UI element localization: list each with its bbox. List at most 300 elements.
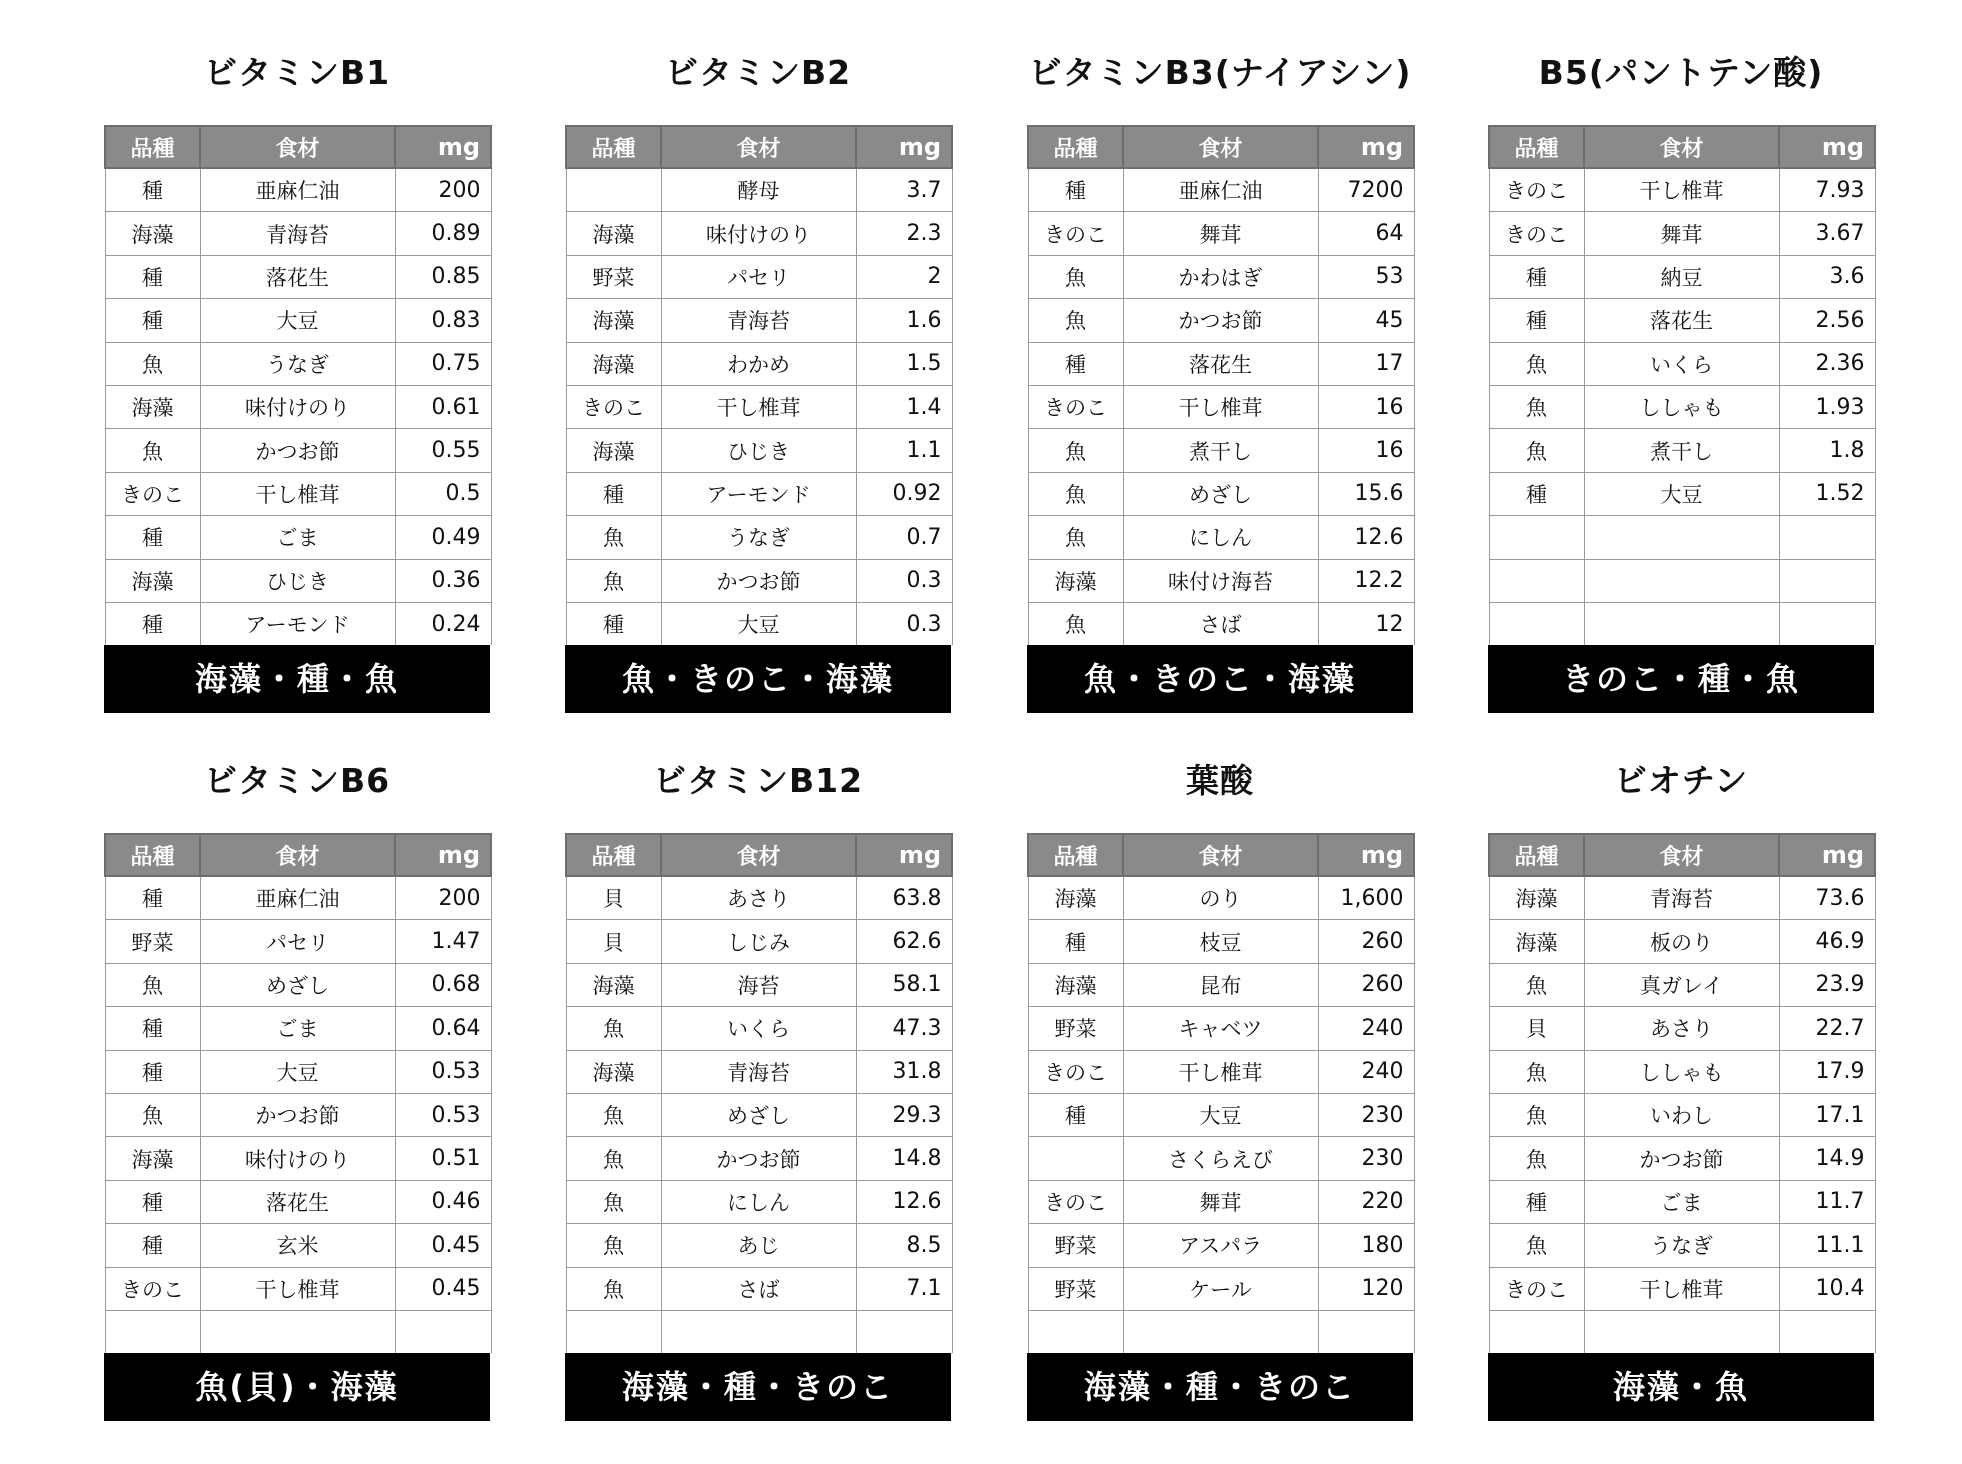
nutrient-table (104, 125, 492, 645)
food-cell: 干し椎茸 (661, 385, 856, 428)
amount-column-header: mg (395, 126, 491, 168)
table-row (1489, 1137, 1875, 1180)
food-cell: 青海苔 (661, 299, 856, 342)
table-row (1028, 1180, 1414, 1223)
table-row (566, 212, 952, 255)
food-cell: 干し椎茸 (1584, 168, 1779, 212)
category-cell: 海藻 (566, 429, 661, 472)
category-cell: 野菜 (1028, 1007, 1123, 1050)
panel-title: ビタミンB1 (203, 53, 391, 92)
category-cell (105, 1310, 200, 1353)
table-row (1028, 963, 1414, 1006)
category-column-header: 品種 (1489, 126, 1584, 168)
amount-cell: 16 (1318, 385, 1414, 428)
category-cell: 種 (105, 255, 200, 298)
category-cell (1489, 559, 1584, 602)
amount-cell: 0.24 (395, 602, 491, 645)
amount-cell: 0.3 (856, 559, 952, 602)
category-cell: 種 (1028, 168, 1123, 212)
food-cell: キャベツ (1123, 1007, 1318, 1050)
panel-title: ビタミンB3(ナイアシン) (1028, 53, 1412, 92)
food-cell: 大豆 (200, 1050, 395, 1093)
category-cell: 魚 (566, 1137, 661, 1180)
food-cell: かつお節 (661, 559, 856, 602)
food-cell: いわし (1584, 1093, 1779, 1136)
table-row (105, 472, 491, 515)
amount-cell: 0.83 (395, 299, 491, 342)
food-cell: あさり (661, 876, 856, 920)
category-cell: 魚 (1028, 516, 1123, 559)
table-row (1489, 559, 1875, 602)
food-column-header: 食材 (1123, 834, 1318, 876)
table-row (566, 168, 952, 212)
food-cell (1584, 559, 1779, 602)
food-cell (1584, 1310, 1779, 1353)
food-cell: かつお節 (200, 429, 395, 472)
table-row (1489, 876, 1875, 920)
amount-cell (1779, 516, 1875, 559)
table-row (105, 602, 491, 645)
amount-cell: 63.8 (856, 876, 952, 920)
summary-banner: 海藻・種・きのこ (1027, 1353, 1413, 1421)
table-row (1028, 1050, 1414, 1093)
table-row (105, 1050, 491, 1093)
category-cell: きのこ (566, 385, 661, 428)
table-row (566, 299, 952, 342)
amount-cell: 2.36 (1779, 342, 1875, 385)
food-column-header: 食材 (661, 834, 856, 876)
table-row (1489, 1007, 1875, 1050)
food-cell: ケール (1123, 1267, 1318, 1310)
food-cell: ししゃも (1584, 385, 1779, 428)
table-row (566, 602, 952, 645)
amount-cell: 3.67 (1779, 212, 1875, 255)
category-column-header: 品種 (1028, 126, 1123, 168)
food-cell (1584, 602, 1779, 645)
table-row (1489, 255, 1875, 298)
category-column-header: 品種 (1028, 834, 1123, 876)
food-cell: 海苔 (661, 963, 856, 1006)
table-row (105, 342, 491, 385)
food-cell: 舞茸 (1584, 212, 1779, 255)
table-row (1489, 1224, 1875, 1267)
category-cell: 種 (105, 1050, 200, 1093)
table-row (1489, 342, 1875, 385)
category-cell: 魚 (1489, 429, 1584, 472)
category-cell: 種 (105, 1180, 200, 1223)
food-cell (1584, 516, 1779, 559)
category-cell: 種 (105, 1007, 200, 1050)
amount-cell (1779, 559, 1875, 602)
food-cell: 干し椎茸 (1584, 1267, 1779, 1310)
table-row (566, 342, 952, 385)
amount-cell: 200 (395, 168, 491, 212)
category-cell: 魚 (105, 342, 200, 385)
amount-cell: 53 (1318, 255, 1414, 298)
amount-cell: 1.1 (856, 429, 952, 472)
category-cell: きのこ (105, 472, 200, 515)
amount-cell: 2 (856, 255, 952, 298)
table-header-row (1489, 834, 1875, 876)
amount-cell: 1.8 (1779, 429, 1875, 472)
table-row (566, 963, 952, 1006)
food-cell: ひじき (200, 559, 395, 602)
category-cell: 海藻 (105, 1137, 200, 1180)
food-cell: かつお節 (1584, 1137, 1779, 1180)
amount-cell: 0.53 (395, 1093, 491, 1136)
amount-cell: 1.5 (856, 342, 952, 385)
category-cell: きのこ (1489, 168, 1584, 212)
food-cell: 舞茸 (1123, 212, 1318, 255)
nutrient-table (1488, 125, 1876, 645)
food-column-header: 食材 (661, 126, 856, 168)
food-cell (661, 1310, 856, 1353)
table-row (566, 385, 952, 428)
food-cell: 味付けのり (200, 1137, 395, 1180)
amount-cell: 3.7 (856, 168, 952, 212)
table-row (1028, 1224, 1414, 1267)
category-cell: 魚 (566, 516, 661, 559)
amount-cell: 14.8 (856, 1137, 952, 1180)
amount-cell: 7.93 (1779, 168, 1875, 212)
category-cell: 野菜 (1028, 1267, 1123, 1310)
amount-cell: 15.6 (1318, 472, 1414, 515)
amount-cell: 230 (1318, 1137, 1414, 1180)
table-row (1028, 212, 1414, 255)
amount-cell: 14.9 (1779, 1137, 1875, 1180)
food-cell: いくら (661, 1007, 856, 1050)
table-row (1489, 472, 1875, 515)
category-cell: 種 (1489, 1180, 1584, 1223)
amount-cell: 58.1 (856, 963, 952, 1006)
amount-cell: 7200 (1318, 168, 1414, 212)
category-cell: 魚 (1489, 342, 1584, 385)
table-row (566, 1050, 952, 1093)
table-row (1489, 1267, 1875, 1310)
amount-cell: 0.68 (395, 963, 491, 1006)
table-row (1028, 255, 1414, 298)
category-cell: 種 (1489, 299, 1584, 342)
amount-column-header: mg (1779, 126, 1875, 168)
amount-cell: 47.3 (856, 1007, 952, 1050)
food-cell: めざし (200, 963, 395, 1006)
food-cell: ひじき (661, 429, 856, 472)
amount-cell (1318, 1310, 1414, 1353)
table-row (1028, 1310, 1414, 1353)
food-cell: ごま (200, 1007, 395, 1050)
table-row (1489, 1050, 1875, 1093)
category-cell: 魚 (566, 1267, 661, 1310)
table-row (566, 255, 952, 298)
amount-cell: 0.51 (395, 1137, 491, 1180)
amount-cell: 0.7 (856, 516, 952, 559)
food-cell: 亜麻仁油 (200, 168, 395, 212)
summary-banner: 海藻・種・きのこ (565, 1353, 951, 1421)
category-cell: きのこ (1028, 385, 1123, 428)
category-cell: きのこ (1028, 212, 1123, 255)
category-cell: 海藻 (1028, 963, 1123, 1006)
category-cell: 海藻 (566, 963, 661, 1006)
category-cell: 海藻 (566, 1050, 661, 1093)
food-cell: さば (661, 1267, 856, 1310)
food-cell: 舞茸 (1123, 1180, 1318, 1223)
category-cell: 種 (1028, 920, 1123, 963)
category-cell: 海藻 (105, 212, 200, 255)
category-cell: 海藻 (566, 212, 661, 255)
nutrient-table (1027, 125, 1415, 645)
food-cell: 青海苔 (1584, 876, 1779, 920)
food-cell: めざし (1123, 472, 1318, 515)
category-cell (1028, 1137, 1123, 1180)
summary-banner: きのこ・種・魚 (1488, 645, 1874, 713)
category-cell: 魚 (1028, 429, 1123, 472)
amount-cell: 29.3 (856, 1093, 952, 1136)
amount-cell: 12.6 (856, 1180, 952, 1223)
food-column-header: 食材 (1584, 126, 1779, 168)
category-cell: 魚 (1489, 963, 1584, 1006)
food-cell: アスパラ (1123, 1224, 1318, 1267)
table-row (1489, 1310, 1875, 1353)
table-row (1028, 1137, 1414, 1180)
category-cell: 海藻 (105, 559, 200, 602)
table-header-row (105, 834, 491, 876)
food-cell: 納豆 (1584, 255, 1779, 298)
table-row (105, 385, 491, 428)
amount-cell: 0.89 (395, 212, 491, 255)
table-row (566, 1310, 952, 1353)
table-row (1028, 342, 1414, 385)
food-cell: 青海苔 (661, 1050, 856, 1093)
amount-cell: 0.53 (395, 1050, 491, 1093)
category-cell: 魚 (105, 1093, 200, 1136)
nutrient-table (1027, 833, 1415, 1353)
amount-cell: 0.64 (395, 1007, 491, 1050)
category-cell: 野菜 (1028, 1224, 1123, 1267)
category-cell (566, 168, 661, 212)
amount-cell: 0.85 (395, 255, 491, 298)
amount-cell: 0.92 (856, 472, 952, 515)
category-cell: 魚 (1489, 1224, 1584, 1267)
food-cell: さくらえび (1123, 1137, 1318, 1180)
category-cell: きのこ (1489, 212, 1584, 255)
food-cell: うなぎ (661, 516, 856, 559)
table-row (1489, 168, 1875, 212)
table-row (1028, 429, 1414, 472)
food-cell: ごま (1584, 1180, 1779, 1223)
food-cell: にしん (661, 1180, 856, 1223)
food-cell: 大豆 (1123, 1093, 1318, 1136)
food-cell: 大豆 (1584, 472, 1779, 515)
food-cell: 大豆 (661, 602, 856, 645)
category-cell: 海藻 (1489, 876, 1584, 920)
nutrient-table (565, 125, 953, 645)
table-row (1028, 602, 1414, 645)
amount-cell: 240 (1318, 1007, 1414, 1050)
table-row (105, 212, 491, 255)
table-row (1028, 1267, 1414, 1310)
category-cell: 種 (105, 168, 200, 212)
amount-cell: 0.45 (395, 1267, 491, 1310)
amount-cell: 17.9 (1779, 1050, 1875, 1093)
summary-banner: 魚(貝)・海藻 (104, 1353, 490, 1421)
category-cell (1028, 1310, 1123, 1353)
category-cell: 魚 (1028, 472, 1123, 515)
category-cell: 魚 (566, 1180, 661, 1223)
table-row (566, 1224, 952, 1267)
food-cell: にしん (1123, 516, 1318, 559)
category-cell: きのこ (1489, 1267, 1584, 1310)
category-cell: 魚 (566, 1093, 661, 1136)
table-row (566, 1007, 952, 1050)
food-cell: 亜麻仁油 (1123, 168, 1318, 212)
table-row (105, 963, 491, 1006)
summary-banner: 海藻・種・魚 (104, 645, 490, 713)
table-row (1028, 559, 1414, 602)
category-cell: きのこ (1028, 1050, 1123, 1093)
category-cell: 種 (105, 876, 200, 920)
food-cell: 落花生 (200, 1180, 395, 1223)
amount-cell: 0.36 (395, 559, 491, 602)
amount-cell: 1.47 (395, 920, 491, 963)
food-cell: いくら (1584, 342, 1779, 385)
category-cell: 種 (566, 602, 661, 645)
category-cell: 魚 (566, 1224, 661, 1267)
food-cell: 落花生 (200, 255, 395, 298)
summary-banner: 魚・きのこ・海藻 (565, 645, 951, 713)
table-header-row (1028, 126, 1414, 168)
table-row (105, 1137, 491, 1180)
amount-cell: 0.61 (395, 385, 491, 428)
food-cell: ごま (200, 516, 395, 559)
amount-column-header: mg (1318, 126, 1414, 168)
category-cell (1489, 602, 1584, 645)
table-row (105, 1267, 491, 1310)
amount-cell: 1.6 (856, 299, 952, 342)
food-cell: 煮干し (1584, 429, 1779, 472)
amount-cell: 46.9 (1779, 920, 1875, 963)
amount-cell: 31.8 (856, 1050, 952, 1093)
table-row (105, 168, 491, 212)
panel-title: ビタミンB2 (664, 53, 852, 92)
table-row (105, 876, 491, 920)
amount-cell: 240 (1318, 1050, 1414, 1093)
table-header-row (1489, 126, 1875, 168)
category-cell: 魚 (1489, 1050, 1584, 1093)
category-cell: 種 (566, 472, 661, 515)
table-row (566, 429, 952, 472)
amount-cell: 1,600 (1318, 876, 1414, 920)
amount-cell: 64 (1318, 212, 1414, 255)
category-column-header: 品種 (1489, 834, 1584, 876)
category-cell: 海藻 (105, 385, 200, 428)
amount-cell: 23.9 (1779, 963, 1875, 1006)
amount-cell: 17 (1318, 342, 1414, 385)
table-header-row (105, 126, 491, 168)
food-cell: 大豆 (200, 299, 395, 342)
food-cell: 落花生 (1584, 299, 1779, 342)
amount-cell: 2.3 (856, 212, 952, 255)
food-cell: アーモンド (661, 472, 856, 515)
food-cell: 昆布 (1123, 963, 1318, 1006)
amount-cell: 0.46 (395, 1180, 491, 1223)
category-column-header: 品種 (566, 834, 661, 876)
panel-title: B5(パントテン酸) (1538, 53, 1824, 92)
amount-cell: 7.1 (856, 1267, 952, 1310)
food-cell: パセリ (661, 255, 856, 298)
category-cell: 野菜 (105, 920, 200, 963)
amount-column-header: mg (856, 834, 952, 876)
table-row (105, 920, 491, 963)
amount-cell: 10.4 (1779, 1267, 1875, 1310)
category-cell: 海藻 (1028, 559, 1123, 602)
table-row (1489, 385, 1875, 428)
category-cell: 海藻 (566, 299, 661, 342)
category-cell: 野菜 (566, 255, 661, 298)
category-cell: 種 (1489, 472, 1584, 515)
amount-cell (395, 1310, 491, 1353)
food-column-header: 食材 (1123, 126, 1318, 168)
table-row (105, 299, 491, 342)
table-row (1489, 429, 1875, 472)
food-cell: 味付けのり (661, 212, 856, 255)
table-row (566, 559, 952, 602)
table-row (105, 255, 491, 298)
amount-column-header: mg (1318, 834, 1414, 876)
category-cell: きのこ (1028, 1180, 1123, 1223)
table-row (566, 876, 952, 920)
amount-cell: 0.75 (395, 342, 491, 385)
amount-cell: 3.6 (1779, 255, 1875, 298)
amount-cell: 62.6 (856, 920, 952, 963)
food-cell: パセリ (200, 920, 395, 963)
food-cell: かわはぎ (1123, 255, 1318, 298)
amount-cell: 200 (395, 876, 491, 920)
food-cell: わかめ (661, 342, 856, 385)
category-cell (566, 1310, 661, 1353)
table-row (105, 429, 491, 472)
food-cell: めざし (661, 1093, 856, 1136)
category-cell: 種 (105, 602, 200, 645)
table-row (566, 1180, 952, 1223)
category-cell: 魚 (105, 429, 200, 472)
amount-cell: 12 (1318, 602, 1414, 645)
table-row (105, 1224, 491, 1267)
food-cell: 亜麻仁油 (200, 876, 395, 920)
food-cell: 干し椎茸 (1123, 1050, 1318, 1093)
table-row (105, 516, 491, 559)
amount-cell: 0.45 (395, 1224, 491, 1267)
table-header-row (1028, 834, 1414, 876)
category-cell: 魚 (1028, 299, 1123, 342)
nutrient-table (104, 833, 492, 1353)
amount-column-header: mg (856, 126, 952, 168)
amount-column-header: mg (1779, 834, 1875, 876)
amount-cell: 73.6 (1779, 876, 1875, 920)
amount-cell: 0.3 (856, 602, 952, 645)
category-column-header: 品種 (105, 834, 200, 876)
food-cell: あさり (1584, 1007, 1779, 1050)
table-row (566, 1267, 952, 1310)
table-row (566, 1137, 952, 1180)
food-cell: 干し椎茸 (200, 472, 395, 515)
food-cell: アーモンド (200, 602, 395, 645)
category-cell: 魚 (1489, 1093, 1584, 1136)
panel-title: ビタミンB12 (652, 761, 864, 800)
amount-cell: 1.4 (856, 385, 952, 428)
food-cell: うなぎ (200, 342, 395, 385)
food-cell: かつお節 (200, 1093, 395, 1136)
food-cell: のり (1123, 876, 1318, 920)
